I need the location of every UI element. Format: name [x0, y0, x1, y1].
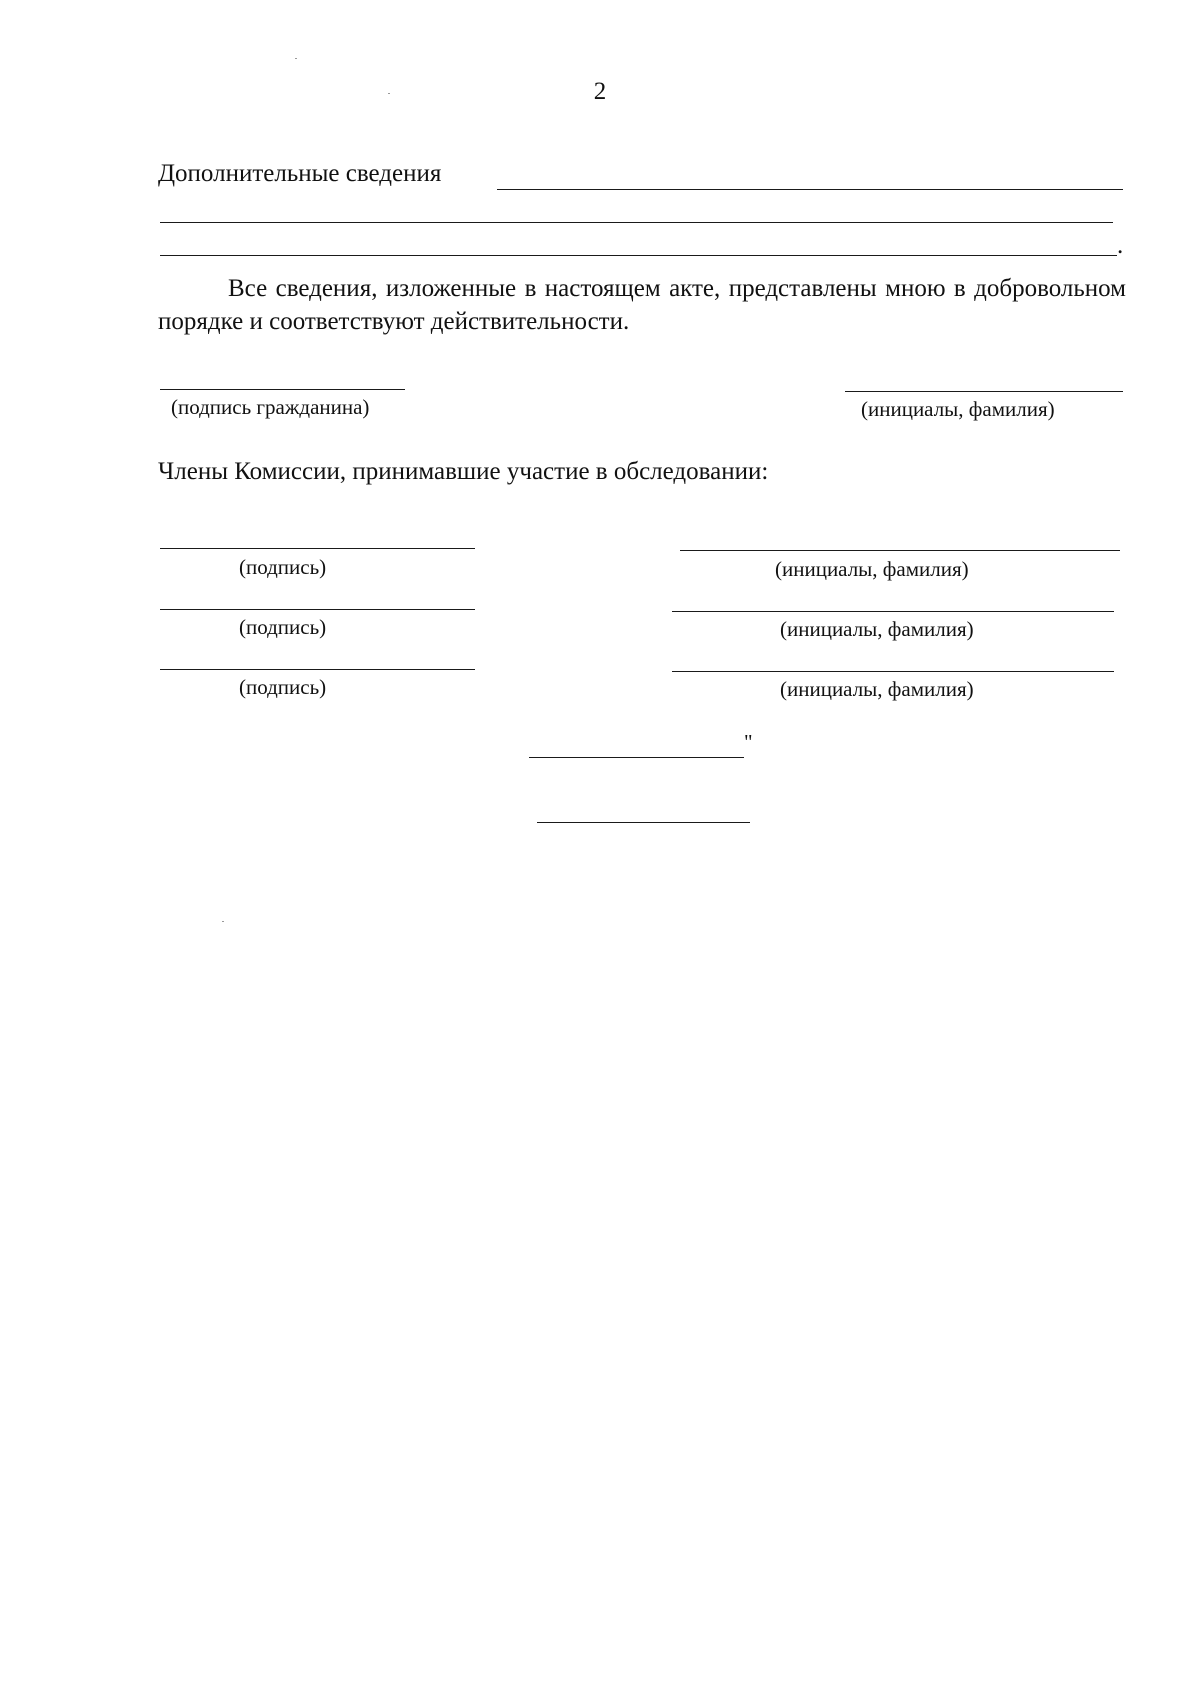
statement-text: Все сведения, изложенные в настоящем акте, представлены мною в добровольном порядке и соответствуют действительности. [158, 275, 1126, 335]
citizen-name-line[interactable] [845, 391, 1123, 392]
citizen-name-caption: (инициалы, фамилия) [861, 397, 1055, 421]
member-3-name-caption: (инициалы, фамилия) [780, 677, 974, 701]
member-2-signature-line[interactable] [160, 609, 475, 610]
citizen-signature-caption: (подпись гражданина) [171, 395, 370, 419]
member-3-name-line[interactable] [672, 671, 1114, 672]
member-3-signature-line[interactable] [160, 669, 475, 670]
member-3-signature-caption: (подпись) [239, 675, 327, 699]
member-2-signature-caption: (подпись) [239, 615, 327, 639]
additional-info-end-mark: . [1117, 232, 1124, 259]
citizen-signature-line[interactable] [160, 389, 405, 390]
date-quote-mark: " [744, 730, 753, 754]
additional-info-line-1[interactable] [497, 189, 1123, 190]
additional-info-label: Дополнительные сведения [158, 160, 442, 187]
additional-info-line-2[interactable] [160, 222, 1113, 223]
commission-heading: Члены Комиссии, принимавшие участие в обследовании: [158, 458, 769, 485]
statement-paragraph [158, 272, 1126, 338]
date-line[interactable] [529, 757, 744, 758]
member-2-name-caption: (инициалы, фамилия) [780, 617, 974, 641]
closing-line[interactable] [537, 822, 750, 823]
member-1-name-line[interactable] [680, 550, 1120, 551]
additional-info-line-3[interactable] [160, 255, 1117, 256]
scan-speck [295, 58, 297, 59]
member-1-signature-caption: (подпись) [239, 555, 327, 579]
page-number: 2 [593, 78, 607, 105]
member-2-name-line[interactable] [672, 611, 1114, 612]
member-1-signature-line[interactable] [160, 548, 475, 549]
member-1-name-caption: (инициалы, фамилия) [775, 557, 969, 581]
scan-speck [222, 921, 224, 922]
